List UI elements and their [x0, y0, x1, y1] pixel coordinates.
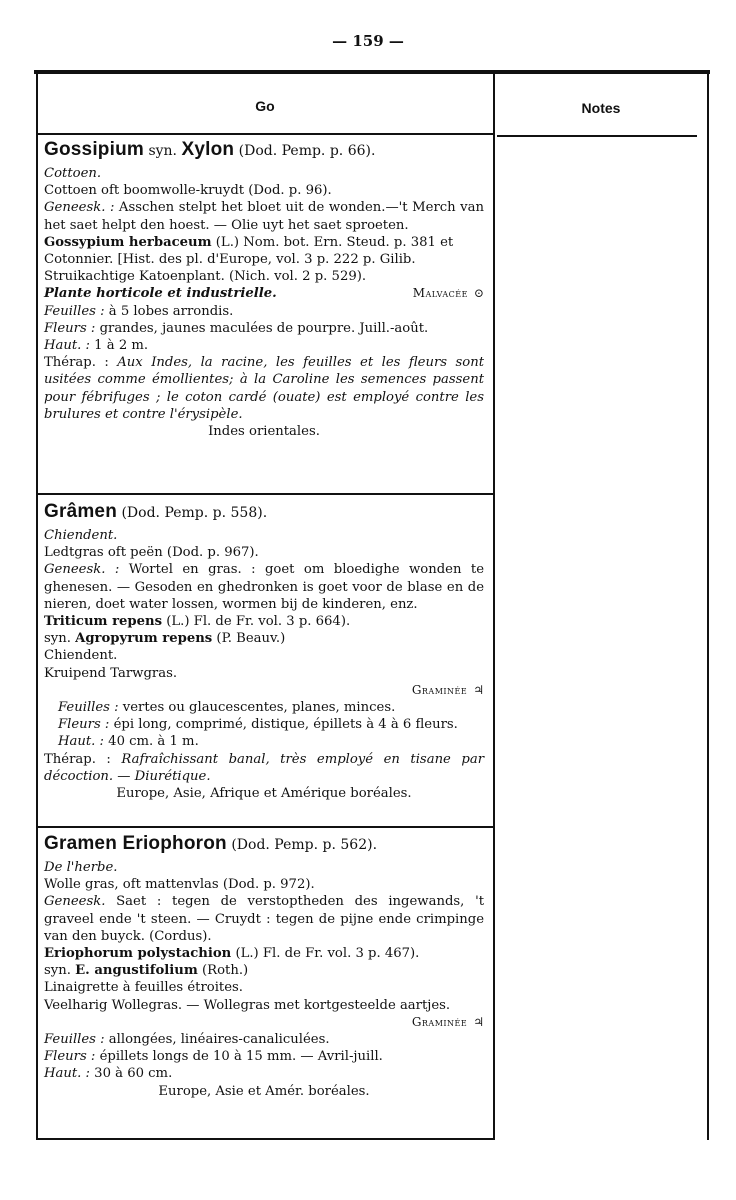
dutch-name: Wolle gras, oft mattenvlas (Dod. p. 972). — [44, 877, 315, 893]
dutch-name: Ledtgras oft peën (Dod. p. 967). — [44, 545, 259, 561]
french-name: Chiendent. — [44, 528, 118, 543]
french-name: Cottoen. — [44, 166, 102, 181]
entry-gramen-eriophoron — [44, 832, 484, 1100]
medicinal-use: Geneesk. : Asschen stelpt het bloet uit de wonden.—'t Merch van het saet helpt den hoest. — Olie uyt het saet sproeten. — [44, 200, 484, 233]
table-border-left — [36, 74, 38, 1140]
scientific-name: Eriophorum polystachion (L.) Fl. de Fr. vol. 3 p. 467). — [44, 946, 420, 962]
bottom-rule — [36, 1138, 494, 1140]
entry-title: Gramen Eriophoron (Dod. Pemp. p. 562). — [44, 833, 378, 854]
family-name: Malvacée — [412, 286, 468, 301]
synonym: syn. E. angustifolium (Roth.) — [44, 963, 249, 979]
dutch-name: Veelharig Wollegras. — Wollegras met kortgesteelde aartjes. — [44, 997, 451, 1013]
table-column-divider — [493, 74, 495, 1140]
perennial-symbol: ♃ — [473, 1014, 484, 1029]
dutch-name: Cottoen oft boomwolle-kruydt (Dod. p. 96). — [44, 183, 332, 199]
entry-gramen — [44, 500, 484, 802]
dutch-name: Kruipend Tarwgras. — [44, 665, 178, 681]
entry-separator — [36, 493, 494, 495]
synonym: syn. Agropyrum repens (P. Beauv.) — [44, 631, 286, 647]
entry-title: Grâmen (Dod. Pemp. p. 558). — [44, 501, 268, 522]
family-name: Graminée — [411, 1014, 468, 1029]
leaves: Feuilles : allongées, linéaires-canaliculées. — [44, 1032, 330, 1048]
therapeutic-use: Thérap. : Rafraîchissant banal, très employé en tisane par décoction. — Diurétique. — [44, 751, 485, 784]
family-line — [44, 682, 484, 699]
distribution: Europe, Asie et Amér. boréales. — [158, 1083, 370, 1099]
notes-header-rule — [497, 135, 697, 137]
french-name: Chiendent. — [44, 648, 118, 664]
column-header-main: Go — [255, 98, 275, 114]
annual-symbol: ⊙ — [473, 286, 484, 301]
reference-line: Cotonnier. [Hist. des pl. d'Europe, vol. 3 p. 222 p. Gilib. — [44, 252, 416, 268]
leaves: Feuilles : vertes ou glaucescentes, planes, minces. — [58, 700, 396, 716]
french-name: De l'herbe. — [44, 860, 118, 875]
therapeutic-use: Thérap. : Aux Indes, la racine, les feuilles et les fleurs sont usitées comme émollientes; à la Caroline les semences passent pour fébrifuges ; le coton cardé (ouate) est employé contre les brulures et contre l'érysipèle. — [44, 355, 484, 422]
medicinal-use: Geneesk. Saet : tegen de verstoptheden des ingewands, 't graveel ende 't steen. — Cruydt : tegen de pijne ende crimpinge van den buyck. (Cordus). — [44, 894, 484, 944]
column-header-notes: Notes — [581, 100, 621, 116]
distribution: Europe, Asie, Afrique et Amérique boréales. — [116, 786, 412, 802]
height: Haut. : 1 à 2 m. — [44, 338, 149, 354]
medicinal-use: Geneesk. : Wortel en gras. : goet om bloedighe wonden te ghenesen. — Gesoden en ghedronken is goet voor de blase en de nieren, doet water lossen, wormen bij de kinderen, enz. — [44, 562, 485, 612]
leaves: Feuilles : à 5 lobes arrondis. — [44, 303, 234, 319]
top-rule — [34, 70, 710, 74]
scientific-name: Triticum repens (L.) Fl. de Fr. vol. 3 p. 664). — [44, 614, 351, 630]
entry-title: Gossipium syn. Xylon (Dod. Pemp. p. 66). — [44, 139, 376, 160]
distribution: Indes orientales. — [208, 424, 320, 440]
flowers: Fleurs : grandes, jaunes maculées de pourpre. Juill.-août. — [44, 320, 429, 336]
height: Haut. : 30 à 60 cm. — [44, 1066, 173, 1082]
header-rule — [36, 133, 494, 135]
family-line — [44, 1014, 484, 1031]
table-border-right — [707, 74, 709, 1140]
entry-separator — [36, 826, 494, 828]
page-number: — 159 — — [332, 32, 404, 50]
flowers: Fleurs : épillets longs de 10 à 15 mm. — Avril-juill. — [44, 1049, 383, 1065]
plant-type: Plante horticole et industrielle. Malvacée ⊙ — [44, 286, 484, 302]
french-name: Linaigrette à feuilles étroites. — [44, 980, 243, 996]
scientific-name: Gossypium herbaceum (L.) Nom. bot. Ern. Steud. p. 381 et — [44, 234, 454, 250]
height: Haut. : 40 cm. à 1 m. — [58, 734, 199, 750]
entry-gossipium — [44, 138, 484, 440]
perennial-symbol: ♃ — [473, 682, 484, 697]
reference-line: Struikachtige Katoenplant. (Nich. vol. 2 p. 529). — [44, 269, 367, 285]
flowers: Fleurs : épi long, comprimé, distique, épillets à 4 à 6 fleurs. — [58, 717, 458, 733]
family-name: Graminée — [411, 682, 468, 697]
